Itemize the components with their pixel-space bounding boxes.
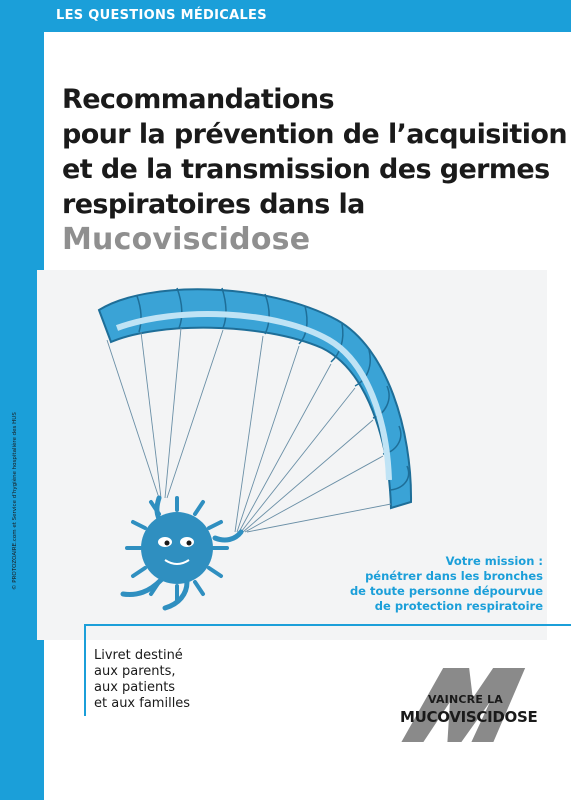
series-label: LES QUESTIONS MÉDICALES [56,8,267,23]
audience-line: et aux familles [94,696,191,711]
germ-arm [215,532,241,540]
image-credit: © PROTOZOAIRE.com et Service d’hygiène hospitalière des HUS [12,412,18,590]
title-line: Recommandations [62,84,334,115]
document-title [62,82,567,257]
logo-line1: VAINCRE LA [428,693,503,706]
divider-rule [84,624,571,626]
band-corner [44,32,56,44]
mission-heading: Votre mission : [445,554,543,568]
divider-rule-vertical [84,624,86,716]
title-line: pour la prévention de l’acquisition [62,119,567,150]
germ-leg [123,580,161,594]
audience-text [94,648,190,712]
logo-line2: MUCOVISCIDOSE [400,708,538,726]
mission-line: pénétrer dans les bronches [365,569,543,583]
mission-line: de toute personne dépourvue [349,584,543,598]
title-line: respiratoires dans la [62,189,365,220]
audience-line: aux patients [94,680,176,695]
mission-line: de protection respiratoire [374,599,543,613]
audience-line: Livret destiné [94,648,183,663]
germ-body [127,498,227,600]
mission-text [283,554,543,614]
title-highlight: Mucoviscidose [62,222,311,257]
title-line: et de la transmission des germes [62,154,550,185]
audience-line: aux parents, [94,664,176,679]
